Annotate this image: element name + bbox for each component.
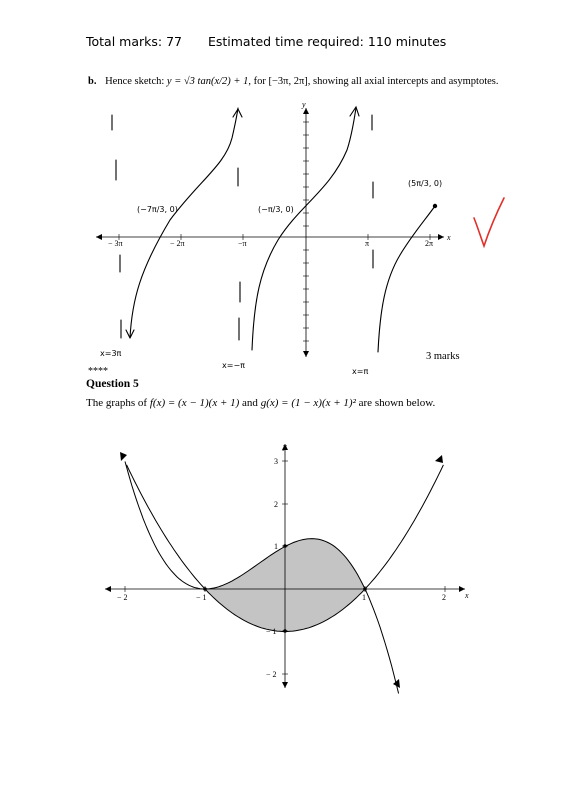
graph1-tick-minus-pi: −π bbox=[238, 239, 247, 248]
part-b-text-mid: , for bbox=[248, 76, 266, 87]
graph1-tick-minus-2pi: − 2π bbox=[170, 239, 185, 248]
estimated-time: Estimated time required: 110 minutes bbox=[207, 34, 447, 49]
part-b-equation: y = √3 tan(x/2) + 1 bbox=[166, 76, 249, 87]
graph1-curves bbox=[126, 107, 435, 352]
graph1-asymptotes bbox=[112, 115, 373, 340]
part-b-text-after: , showing all axial intercepts and asymptotes. bbox=[307, 76, 499, 87]
graph1-intercept-right: (5π/3, 0) bbox=[408, 179, 443, 188]
graph1-y-arrow-down bbox=[303, 351, 309, 357]
graph1-asymptote-mid-label: x=−π bbox=[222, 361, 245, 370]
graph2-point-f0 bbox=[283, 629, 287, 633]
graph2-tick-y-minus-1: − 1 bbox=[266, 627, 277, 636]
graph1-tick-minus-3pi: − 3π bbox=[108, 239, 123, 248]
question-g-def: g(x) = (1 − x)(x + 1)² bbox=[260, 397, 356, 409]
graph1-x-arrow-right bbox=[438, 234, 444, 240]
graph1-x-label: x bbox=[447, 233, 451, 242]
graph1-tick-2pi: 2π bbox=[425, 239, 434, 248]
question-text-and: and bbox=[242, 397, 258, 409]
graph1-intercept-left: (−7π/3, 0) bbox=[137, 205, 178, 214]
graph2-y-arrow-down bbox=[282, 682, 288, 688]
graph2-arrow-top-left bbox=[120, 452, 127, 461]
total-marks: Total marks: 77 bbox=[86, 34, 182, 49]
part-label: b. bbox=[88, 76, 97, 87]
graph2-x-arrow-left bbox=[105, 586, 111, 592]
graph2-tick-y-minus-2: − 2 bbox=[266, 670, 277, 679]
graph2-tick-y-2: 2 bbox=[274, 500, 278, 509]
question-text bbox=[86, 397, 435, 409]
graph2-tick-x-minus-2: − 2 bbox=[117, 593, 128, 602]
graph1-asymptote-right-label: x=π bbox=[352, 367, 369, 376]
graph2-tick-x-2: 2 bbox=[442, 593, 446, 602]
graph1-endpoint bbox=[433, 204, 437, 208]
question-text-suffix: are shown below. bbox=[358, 397, 436, 409]
graph2-tick-y-1: 1 bbox=[274, 542, 278, 551]
graph1-branch-middle bbox=[252, 108, 356, 350]
graph2-x-label: x bbox=[465, 591, 469, 600]
graph1-y-label: y bbox=[302, 100, 306, 109]
graph2-point-1 bbox=[363, 587, 367, 591]
graph2-arrow-top-right bbox=[435, 455, 443, 463]
graph2-tick-x-1: 1 bbox=[362, 593, 366, 602]
part-b-text-before: Hence sketch: bbox=[105, 76, 165, 87]
marks-label: 3 marks bbox=[426, 351, 460, 362]
graph1-asymptote-left-label: x=3π bbox=[100, 349, 122, 358]
check-mark-icon bbox=[474, 198, 504, 246]
question-text-prefix: The graphs of bbox=[86, 397, 148, 409]
section-separator: **** bbox=[88, 366, 108, 377]
question-f-def: f(x) = (x − 1)(x + 1) bbox=[149, 397, 240, 409]
graph2-tick-x-minus-1: − 1 bbox=[196, 593, 207, 602]
graph2-fg-plot bbox=[105, 442, 469, 694]
part-b-interval: [−3π, 2π] bbox=[268, 76, 308, 87]
graph1-branch-right bbox=[378, 206, 435, 352]
graph1-intercept-mid: (−π/3, 0) bbox=[258, 205, 294, 214]
graph1-tangent-sketch bbox=[96, 100, 504, 376]
graph1-tick-pi: π bbox=[365, 239, 370, 248]
graph1-branch-left bbox=[130, 108, 238, 338]
graph2-point-g0 bbox=[283, 544, 287, 548]
graph1-x-arrow-left bbox=[96, 234, 102, 240]
question-title: Question 5 bbox=[86, 378, 139, 390]
graph2-point-minus-1 bbox=[203, 587, 207, 591]
graph2-y-label: y bbox=[283, 442, 287, 451]
graph2-tick-y-3: 3 bbox=[274, 457, 278, 466]
